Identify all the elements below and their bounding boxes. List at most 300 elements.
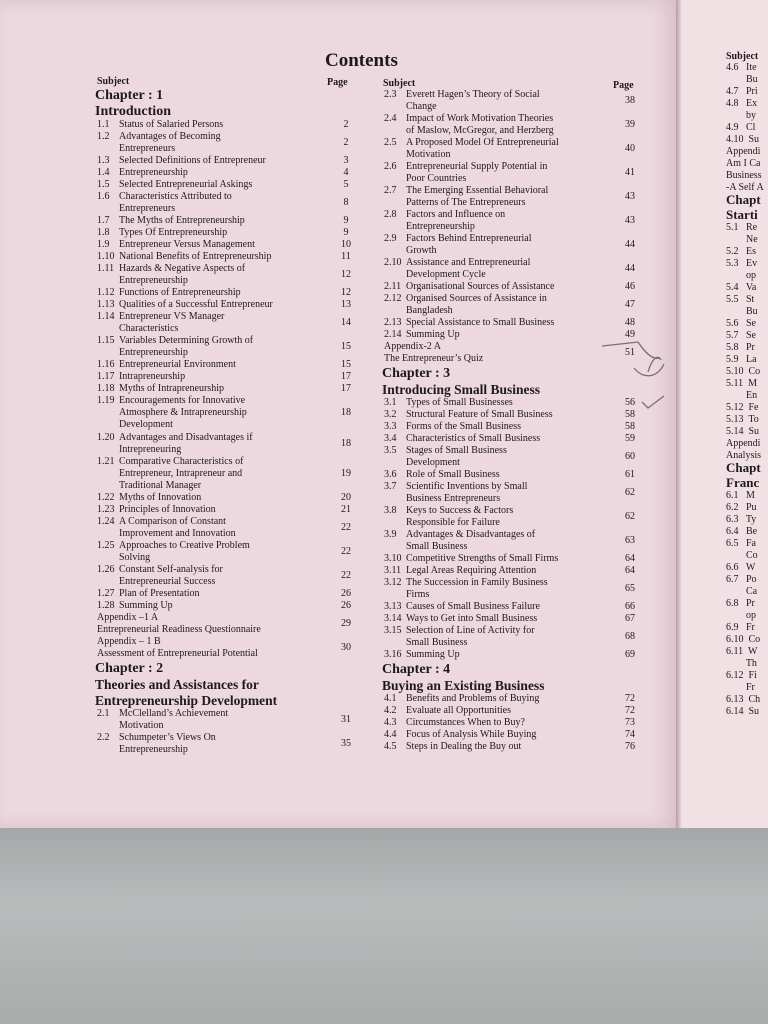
toc-entry-partial: 5.3 Ev [726, 258, 758, 270]
toc-entry-text: Appendix – 1 B [97, 635, 161, 647]
toc-entry-text: Development [406, 457, 460, 468]
toc-entry [384, 185, 548, 209]
toc-entry-number: 3.2 [384, 409, 397, 420]
toc-entry-partial: 6.8 Pr [726, 598, 755, 609]
toc-entry-number: 3.12 [384, 577, 402, 588]
toc-entry-text: Entrepreneurs [119, 203, 176, 215]
toc-entry-number: 1.2 [97, 131, 110, 143]
chapter-heading: Chapter : 2 [95, 660, 164, 676]
toc-entry [384, 649, 460, 661]
toc-entry-partial: 5.13 To [726, 413, 759, 425]
toc-entry-partial: 5.14 Su [726, 425, 760, 437]
toc-entry-partial: 4.9 Cl [726, 121, 756, 133]
toc-entry-text: 3.16 Summing Up [384, 649, 460, 660]
subject-header-middle: Subject [383, 78, 416, 89]
toc-page-number: 19 [341, 467, 351, 479]
chapter-heading: Chapter : 3 [382, 366, 451, 381]
toc-page-number: 49 [625, 329, 635, 340]
toc-entry-text: Patterns of The Entrepreneurs [406, 197, 526, 208]
toc-entry-partial: 6.12 Fi [726, 669, 757, 681]
toc-entry-number: 1.12 [97, 287, 115, 299]
toc-entry-text: 1.23 Principles of Innovation [97, 503, 216, 515]
toc-entry [384, 281, 554, 293]
chapter-title: Buying an Existing Business [382, 678, 545, 693]
toc-entry-partial: op [726, 609, 756, 621]
subject-header-left: Subject [97, 76, 130, 87]
toc-entry-partial: 6.14 Su [726, 705, 760, 717]
toc-entry-partial: En [726, 389, 758, 401]
toc-entry-text: 3.6 Role of Small Business [384, 469, 500, 480]
toc-page-number: 58 [625, 409, 635, 420]
toc-entry-text: 3.3 Forms of the Small Business [384, 421, 522, 432]
page-title: Contents [325, 50, 398, 71]
toc-entry-partial: 4.7 Pri [726, 85, 758, 97]
toc-entry-partial: Fr [726, 681, 755, 693]
toc-entry-text: 1.25 Approaches to Creative Problem [97, 539, 250, 551]
toc-page-number: 5 [343, 179, 349, 191]
toc-entry-text: 2.2 Schumpeter’s Views On [97, 731, 216, 743]
toc-entry-number: 1.13 [97, 299, 115, 311]
background-surface [0, 825, 768, 1024]
toc-entry-number: 1.18 [97, 383, 115, 395]
toc-page-number: 62 [625, 511, 635, 522]
toc-entry [97, 299, 273, 311]
chapter-heading: Introduction [95, 104, 171, 119]
chapter-heading-partial: Starti [726, 206, 758, 222]
toc-page-number: 43 [625, 215, 635, 226]
toc-page-number: 68 [625, 631, 635, 642]
toc-entry [97, 540, 250, 564]
toc-entry-partial: 5.11 M [726, 377, 758, 389]
toc-entry-text: Entrepreneurial Readiness Questionnaire [97, 623, 261, 635]
toc-entry-text: Appendix-2 A [384, 341, 441, 352]
toc-entry [97, 335, 253, 359]
toc-entry-number: 2.12 [384, 293, 402, 304]
toc-entry-number: 3.4 [384, 433, 397, 444]
toc-entry-partial: 5.12 Fe [726, 401, 759, 413]
toc-entry [384, 553, 558, 565]
toc-entry-number: 1.19 [97, 395, 115, 407]
toc-entry-text: 3.15 Selection of Line of Activity for [384, 625, 535, 636]
toc-page-number: 9 [343, 215, 349, 227]
toc-entry-text: 1.22 Myths of Innovation [97, 491, 202, 503]
toc-entry [384, 137, 559, 161]
toc-entry-text: Development [119, 419, 173, 431]
toc-entry [97, 191, 232, 215]
toc-entry [97, 311, 224, 335]
toc-page-number: 35 [341, 737, 351, 749]
toc-entry-partial: -A Self A [726, 181, 764, 193]
chapter-heading-partial: Franc [726, 474, 760, 490]
toc-entry [384, 693, 539, 705]
toc-page-number: 51 [625, 347, 635, 358]
toc-entry-number: 2.11 [384, 281, 402, 292]
toc-entry-partial: Appendi [726, 145, 761, 157]
toc-entry-number: 1.8 [97, 227, 110, 239]
toc-entry-text: Entrepreneurial Success [119, 575, 216, 587]
toc-entry-number: 4.1 [384, 693, 397, 704]
toc-page-number: 76 [625, 741, 635, 752]
toc-entry-number: 1.24 [97, 515, 115, 527]
toc-entry-text: Small Business [406, 541, 468, 552]
toc-entry-number: 1.23 [97, 503, 115, 515]
toc-entry-text: 2.9 Factors Behind Entrepreneurial [384, 233, 532, 244]
chapter-heading: Chapter : 1 [95, 88, 164, 103]
toc-page-number: 21 [341, 503, 351, 515]
toc-entry [97, 636, 258, 660]
toc-page-number: 62 [625, 487, 635, 498]
toc-entry [384, 421, 521, 433]
toc-entry-text: 3.11 Legal Areas Requiring Attention [384, 565, 537, 576]
toc-entry-number: 2.2 [97, 731, 110, 743]
chapter-title: Entrepreneurship Development [95, 692, 278, 708]
toc-entry-number: 1.21 [97, 455, 115, 467]
toc-entry-number: 3.16 [384, 649, 402, 660]
toc-entry-partial: 5.10 Co [726, 365, 761, 377]
toc-entry-number: 4.3 [384, 717, 397, 728]
toc-entry-number: 1.6 [97, 191, 110, 203]
toc-page-number: 64 [625, 553, 635, 564]
toc-entry-partial: 6.1 M [726, 490, 755, 502]
toc-page-number: 72 [625, 705, 635, 716]
toc-entry-text: Entrepreneur, Intrapreneur and [119, 467, 243, 479]
toc-entry-text: Entrepreneurs [119, 143, 176, 155]
toc-entry-number: 2.13 [384, 317, 402, 328]
toc-entry [384, 717, 525, 729]
toc-entry-partial: 5.6 Se [726, 318, 756, 330]
toc-page-number: 15 [341, 341, 351, 353]
toc-entry-number: 1.22 [97, 491, 115, 503]
toc-page-number: 18 [341, 437, 351, 449]
toc-entry [97, 263, 245, 287]
toc-entry [384, 161, 547, 185]
page-header-middle: Page [613, 80, 634, 91]
toc-page-number: 18 [341, 407, 351, 419]
toc-page-number: 65 [625, 583, 635, 594]
toc-entry-partial: Co [726, 550, 758, 562]
toc-entry [97, 119, 223, 131]
toc-entry [384, 481, 527, 505]
toc-entry-partial: 6.11 W [726, 645, 758, 657]
toc-entry-partial: Bu [726, 73, 758, 85]
toc-entry-number: 3.8 [384, 505, 397, 516]
toc-entry [384, 741, 521, 753]
toc-entry-number: 2.4 [384, 113, 397, 124]
toc-entry-number: 1.27 [97, 587, 115, 599]
toc-entry [384, 113, 554, 137]
toc-entry-text: 2.10 Assistance and Entrepreneurial [384, 257, 531, 268]
toc-page-number: 30 [341, 641, 351, 653]
toc-entry [384, 705, 511, 717]
toc-entry-partial: Appendi [726, 437, 761, 449]
toc-entry [384, 505, 513, 529]
toc-entry [384, 341, 483, 365]
toc-entry [384, 329, 460, 341]
toc-entry-number: 4.4 [384, 729, 397, 740]
toc-entry [97, 179, 252, 191]
toc-entry-partial: 6.10 Co [726, 633, 761, 645]
toc-entry-partial: Ne [726, 234, 758, 246]
toc-entry-text: 1.12 Functions of Entrepreneurship [97, 287, 241, 299]
toc-entry-text: 1.11 Hazards & Negative Aspects of [97, 263, 246, 275]
toc-entry-text: 1.6 Characteristics Attributed to [97, 191, 232, 203]
toc-entry-text: 3.13 Causes of Small Business Failure [384, 601, 540, 612]
toc-page-number: 17 [341, 371, 351, 383]
toc-entry-partial: 5.5 St [726, 294, 755, 306]
toc-entry-number: 3.1 [384, 397, 397, 408]
toc-entry-partial: 5.4 Va [726, 282, 757, 294]
toc-page-number: 13 [341, 299, 351, 311]
toc-entry-text: 2.5 A Proposed Model Of Entrepreneurial [384, 137, 559, 148]
chapter-heading: Chapter : 4 [382, 662, 451, 677]
toc-entry-number: 1.20 [97, 431, 115, 443]
toc-entry-partial: Bu [726, 306, 758, 318]
toc-entry [97, 732, 216, 756]
toc-page-number: 66 [625, 601, 635, 612]
toc-entry-partial: Business [726, 169, 762, 181]
toc-entry-partial: Th [726, 657, 757, 669]
toc-entry-text: Improvement and Innovation [119, 527, 236, 539]
toc-page-number: 22 [341, 521, 351, 533]
toc-entry-partial: Am I Ca [726, 157, 761, 169]
toc-page-number: 26 [341, 599, 351, 611]
toc-page-number: 2 [343, 137, 349, 149]
toc-entry [384, 601, 540, 613]
chapter-title: Theories and Assistances for [95, 676, 259, 692]
toc-page-number: 39 [625, 119, 635, 130]
toc-entry-text: 3.2 Structural Feature of Small Business [384, 409, 553, 420]
toc-entry-text: 2.4 Impact of Work Motivation Theories [384, 113, 554, 124]
toc-entry [97, 383, 224, 395]
toc-page-number: 9 [343, 227, 349, 239]
toc-entry-number: 2.1 [97, 707, 110, 719]
toc-entry-text: Motivation [119, 719, 164, 731]
toc-page-number: 69 [625, 649, 635, 660]
toc-entry-number: 2.7 [384, 185, 397, 196]
toc-entry-text: Appendix –1 A [97, 611, 159, 623]
toc-entry [384, 729, 536, 741]
toc-entry-number: 4.5 [384, 741, 397, 752]
toc-entry-text: 1.2 Advantages of Becoming [97, 131, 221, 143]
toc-entry [97, 251, 271, 263]
toc-entry-number: 1.7 [97, 215, 110, 227]
chapter-title: Introducing Small Business [382, 382, 541, 397]
toc-entry-partial: Ca [726, 586, 758, 598]
toc-entry-number: 1.28 [97, 599, 115, 611]
toc-page-number: 12 [341, 269, 351, 281]
page-header-left: Page [327, 77, 348, 88]
toc-entry-text: 3.8 Keys to Success & Factors [384, 505, 514, 516]
toc-entry-text: Solving [119, 551, 151, 563]
toc-entry-text: 1.18 Myths of Intrapreneurship [97, 383, 224, 395]
toc-entry-text: Entrepreneurship [119, 275, 188, 287]
toc-entry-text: Business Entrepreneurs [406, 493, 501, 504]
toc-page-number: 41 [625, 167, 635, 178]
toc-entry-text: 2.11 Organisational Sources of Assistance [384, 281, 555, 292]
toc-entry-number: 1.16 [97, 359, 115, 371]
toc-entry-partial: 5.9 La [726, 353, 757, 365]
toc-page-number: 67 [625, 613, 635, 624]
toc-entry-text: 4.5 Steps in Dealing the Buy out [384, 741, 522, 752]
toc-entry-text: 2.13 Special Assistance to Small Business [384, 317, 555, 328]
toc-entry-number: 3.7 [384, 481, 397, 492]
toc-entry-partial: 6.13 Ch [726, 693, 761, 705]
toc-entry-partial: 4.10 Su [726, 133, 760, 145]
toc-entry [97, 492, 201, 504]
toc-entry-number: 3.3 [384, 421, 397, 432]
toc-entry-number: 3.6 [384, 469, 397, 480]
toc-entry-text: 2.1 McClelland’s Achievement [97, 707, 229, 719]
toc-entry [97, 516, 236, 540]
toc-entry-text: 3.7 Scientific Inventions by Small [384, 481, 528, 492]
toc-entry-text: 3.4 Characteristics of Small Business [384, 433, 541, 444]
toc-entry [97, 588, 200, 600]
chapter-heading-partial: Chapt [726, 460, 761, 476]
toc-page-number: 26 [341, 587, 351, 599]
toc-entry [384, 577, 548, 601]
toc-page-number: 61 [625, 469, 635, 480]
toc-entry-text: 4.2 Evaluate all Opportunities [384, 705, 511, 716]
toc-entry-text: Characteristics [119, 323, 179, 335]
toc-entry-text: 3.10 Competitive Strengths of Small Firms [384, 553, 559, 564]
toc-page-number: 22 [341, 569, 351, 581]
toc-entry [384, 409, 553, 421]
toc-page-number: 14 [341, 317, 351, 329]
toc-entry-number: 2.10 [384, 257, 402, 268]
toc-entry-text: 2.6 Entrepreneurial Supply Potential in [384, 161, 548, 172]
subject-header-right: Subject [726, 51, 759, 62]
toc-entry [97, 287, 241, 299]
toc-entry-text: Firms [406, 589, 430, 600]
toc-entry-text: Responsible for Failure [406, 517, 500, 528]
toc-entry-text: Intrepreneuring [119, 443, 182, 455]
toc-entry-number: 3.15 [384, 625, 402, 636]
toc-entry-number: 1.11 [97, 263, 115, 275]
toc-entry-text: Motivation [406, 149, 451, 160]
toc-entry-text: 1.28 Summing Up [97, 599, 173, 611]
toc-entry-text: Change [406, 101, 437, 112]
toc-entry [384, 209, 505, 233]
toc-entry-text: 2.12 Organised Sources of Assistance in [384, 293, 547, 304]
toc-entry-text: 1.7 The Myths of Entrepreneurship [97, 215, 245, 227]
pencil-tick-mark [640, 392, 668, 412]
toc-page-number: 4 [343, 167, 349, 179]
toc-entry-number: 3.13 [384, 601, 402, 612]
toc-page-number: 3 [343, 155, 349, 167]
toc-entry-text: 1.1 Status of Salaried Persons [97, 119, 224, 130]
toc-entry-text: Atmosphere & Intrapreneurship [119, 407, 247, 419]
toc-entry-text: 3.14 Ways to Get into Small Business [384, 613, 538, 624]
toc-entry-partial: op [726, 270, 756, 282]
toc-page-number: 38 [625, 95, 635, 106]
toc-entry-number: 2.8 [384, 209, 397, 220]
toc-entry-text: 1.14 Entrepreneur VS Manager [97, 311, 225, 323]
toc-entry-partial: 6.6 W [726, 562, 756, 574]
toc-entry-text: 2.14 Summing Up [384, 329, 460, 340]
toc-entry-text: Development Cycle [406, 269, 486, 280]
toc-entry-partial: 6.4 Be [726, 526, 758, 538]
toc-entry [384, 445, 507, 469]
toc-entry-partial: 6.5 Fa [726, 538, 756, 550]
toc-entry-number: 2.14 [384, 329, 402, 340]
toc-page-number: 40 [625, 143, 635, 154]
toc-page-number: 72 [625, 693, 635, 704]
toc-entry [384, 529, 535, 553]
toc-entry-partial: 5.8 Pr [726, 341, 755, 353]
toc-page-number: 11 [341, 251, 351, 263]
toc-page-number: 58 [625, 421, 635, 432]
toc-page-number: 46 [625, 281, 635, 292]
toc-entry-text: 2.8 Factors and Influence on [384, 209, 506, 220]
toc-page-number: 48 [625, 317, 635, 328]
toc-entry [384, 565, 536, 577]
toc-entry [97, 612, 261, 636]
toc-entry-number: 3.10 [384, 553, 402, 564]
toc-entry-text: 1.13 Qualities of a Successful Entrepreneur [97, 299, 273, 311]
toc-entry-text: 1.24 A Comparison of Constant [97, 515, 226, 527]
toc-entry-text: 3.1 Types of Small Businesses [384, 397, 513, 408]
book-page-right [682, 0, 768, 828]
toc-entry [97, 395, 247, 431]
toc-entry-partial: 5.7 Se [726, 330, 756, 341]
toc-page-number: 12 [341, 287, 351, 299]
toc-entry-text: 1.19 Encouragements for Innovative [97, 395, 246, 407]
chapter-heading-partial: Chapt [726, 192, 761, 208]
toc-entry-text: 1.20 Advantages and Disadvantages if [97, 431, 253, 443]
toc-entry-text: 4.3 Circumstances When to Buy? [384, 717, 525, 728]
toc-entry [97, 432, 253, 456]
toc-entry-number: 2.5 [384, 137, 397, 148]
toc-entry-text: Entrepreneurship [406, 221, 475, 232]
toc-page-number: 8 [343, 197, 349, 209]
toc-entry-text: 4.1 Benefits and Problems of Buying [384, 693, 540, 704]
toc-entry-text: The Entrepreneur’s Quiz [384, 353, 484, 364]
toc-entry-text: 2.3 Everett Hagen’s Theory of Social [384, 89, 540, 100]
toc-entry-text: Entrepreneurship [119, 347, 188, 359]
toc-page-number: 43 [625, 191, 635, 202]
toc-entry [97, 600, 173, 612]
toc-entry-text: 3.12 The Succession in Family Business [384, 577, 548, 588]
toc-page-number: 15 [341, 359, 351, 371]
toc-entry [384, 469, 500, 481]
toc-entry [97, 227, 227, 239]
toc-entry [97, 131, 221, 155]
toc-page-number: 74 [625, 729, 635, 740]
toc-entry-text: 1.10 National Benefits of Entrepreneurship [97, 251, 272, 263]
toc-entry-text: 1.8 Types Of Entrepreneurship [97, 227, 228, 239]
toc-entry [97, 167, 188, 179]
toc-entry-number: 3.14 [384, 613, 402, 624]
toc-entry-text: 3.9 Advantages & Disadvantages of [384, 529, 536, 540]
toc-entry [97, 359, 236, 371]
toc-entry [97, 504, 216, 516]
toc-entry-text: Assessment of Entrepreneurial Potential [97, 647, 258, 659]
toc-entry-partial: 4.8 Ex [726, 97, 758, 109]
toc-entry-partial: 4.6 Ite [726, 62, 757, 73]
toc-entry-text: 2.7 The Emerging Essential Behavioral [384, 185, 549, 196]
toc-entry-number: 1.15 [97, 335, 115, 347]
toc-page-number: 64 [625, 565, 635, 576]
toc-entry-text: 1.3 Selected Definitions of Entrepreneur [97, 155, 266, 167]
toc-entry-partial: 5.2 Es [726, 246, 756, 258]
toc-entry-text: 1.27 Plan of Presentation [97, 587, 200, 599]
toc-entry [97, 708, 228, 732]
toc-page-number: 17 [341, 383, 351, 395]
toc-entry-text: Entrepreneurship [119, 743, 188, 755]
toc-entry-number: 1.3 [97, 155, 110, 167]
toc-entry-number: 1.14 [97, 311, 115, 323]
toc-entry [384, 625, 535, 649]
